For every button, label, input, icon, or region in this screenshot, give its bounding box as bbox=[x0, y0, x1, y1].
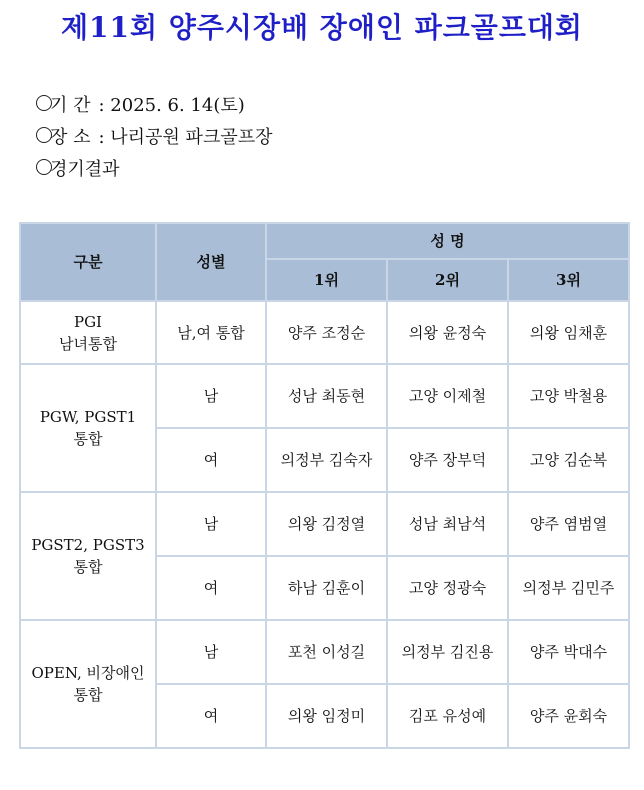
header-rank1: 1위 bbox=[266, 259, 387, 301]
rank1-cell: 의정부 김숙자 bbox=[266, 428, 387, 492]
rank2-cell: 의왕 윤정숙 bbox=[387, 301, 508, 364]
results-label: 경기결과 bbox=[50, 159, 120, 180]
place-row bbox=[18, 126, 273, 150]
place-label: 장 소 bbox=[50, 127, 91, 148]
gender-cell: 여 bbox=[156, 684, 266, 748]
table-row bbox=[20, 364, 629, 428]
gender-cell: 남 bbox=[156, 620, 266, 684]
circle-bullet-icon bbox=[36, 159, 52, 175]
gender-cell: 남 bbox=[156, 492, 266, 556]
table-row bbox=[20, 301, 629, 364]
category-cell: PGI 남녀통합 bbox=[20, 301, 156, 364]
rank2-cell: 의정부 김진용 bbox=[387, 620, 508, 684]
rank1-cell: 성남 최동현 bbox=[266, 364, 387, 428]
date-label: 기 간 bbox=[50, 95, 91, 116]
category-cell: OPEN, 비장애인 통합 bbox=[20, 620, 156, 748]
rank1-cell: 양주 조정순 bbox=[266, 301, 387, 364]
rank3-cell: 고양 박철용 bbox=[508, 364, 629, 428]
rank1-cell: 하남 김훈이 bbox=[266, 556, 387, 620]
rank2-cell: 고양 정광숙 bbox=[387, 556, 508, 620]
gender-cell: 남,여 통합 bbox=[156, 301, 266, 364]
results-row bbox=[18, 158, 120, 182]
rank1-cell: 의왕 임정미 bbox=[266, 684, 387, 748]
gender-cell: 여 bbox=[156, 556, 266, 620]
page-title: 제11회 양주시장배 장애인 파크골프대회 bbox=[61, 11, 583, 44]
rank2-cell: 양주 장부덕 bbox=[387, 428, 508, 492]
table-row bbox=[20, 492, 629, 556]
rank2-cell: 성남 최남석 bbox=[387, 492, 508, 556]
header-rank2: 2위 bbox=[387, 259, 508, 301]
rank3-cell: 의왕 임채훈 bbox=[508, 301, 629, 364]
header-rank3: 3위 bbox=[508, 259, 629, 301]
place-value: : 나리공원 파크골프장 bbox=[98, 127, 273, 148]
header-name-group: 성 명 bbox=[266, 223, 629, 259]
rank3-cell: 의정부 김민주 bbox=[508, 556, 629, 620]
header-gender: 성별 bbox=[156, 223, 266, 301]
circle-bullet-icon bbox=[36, 127, 52, 143]
results-table bbox=[19, 222, 630, 749]
rank3-cell: 양주 윤회숙 bbox=[508, 684, 629, 748]
rank3-cell: 양주 박대수 bbox=[508, 620, 629, 684]
date-row bbox=[18, 94, 245, 118]
gender-cell: 여 bbox=[156, 428, 266, 492]
rank2-cell: 고양 이제철 bbox=[387, 364, 508, 428]
category-cell: PGST2, PGST3 통합 bbox=[20, 492, 156, 620]
gender-cell: 남 bbox=[156, 364, 266, 428]
rank2-cell: 김포 유성예 bbox=[387, 684, 508, 748]
rank3-cell: 양주 염범열 bbox=[508, 492, 629, 556]
rank3-cell: 고양 김순복 bbox=[508, 428, 629, 492]
category-cell: PGW, PGST1 통합 bbox=[20, 364, 156, 492]
date-value: : 2025. 6. 14(토) bbox=[98, 95, 245, 116]
rank1-cell: 포천 이성길 bbox=[266, 620, 387, 684]
header-category: 구분 bbox=[20, 223, 156, 301]
rank1-cell: 의왕 김정열 bbox=[266, 492, 387, 556]
table-row bbox=[20, 620, 629, 684]
circle-bullet-icon bbox=[36, 95, 52, 111]
